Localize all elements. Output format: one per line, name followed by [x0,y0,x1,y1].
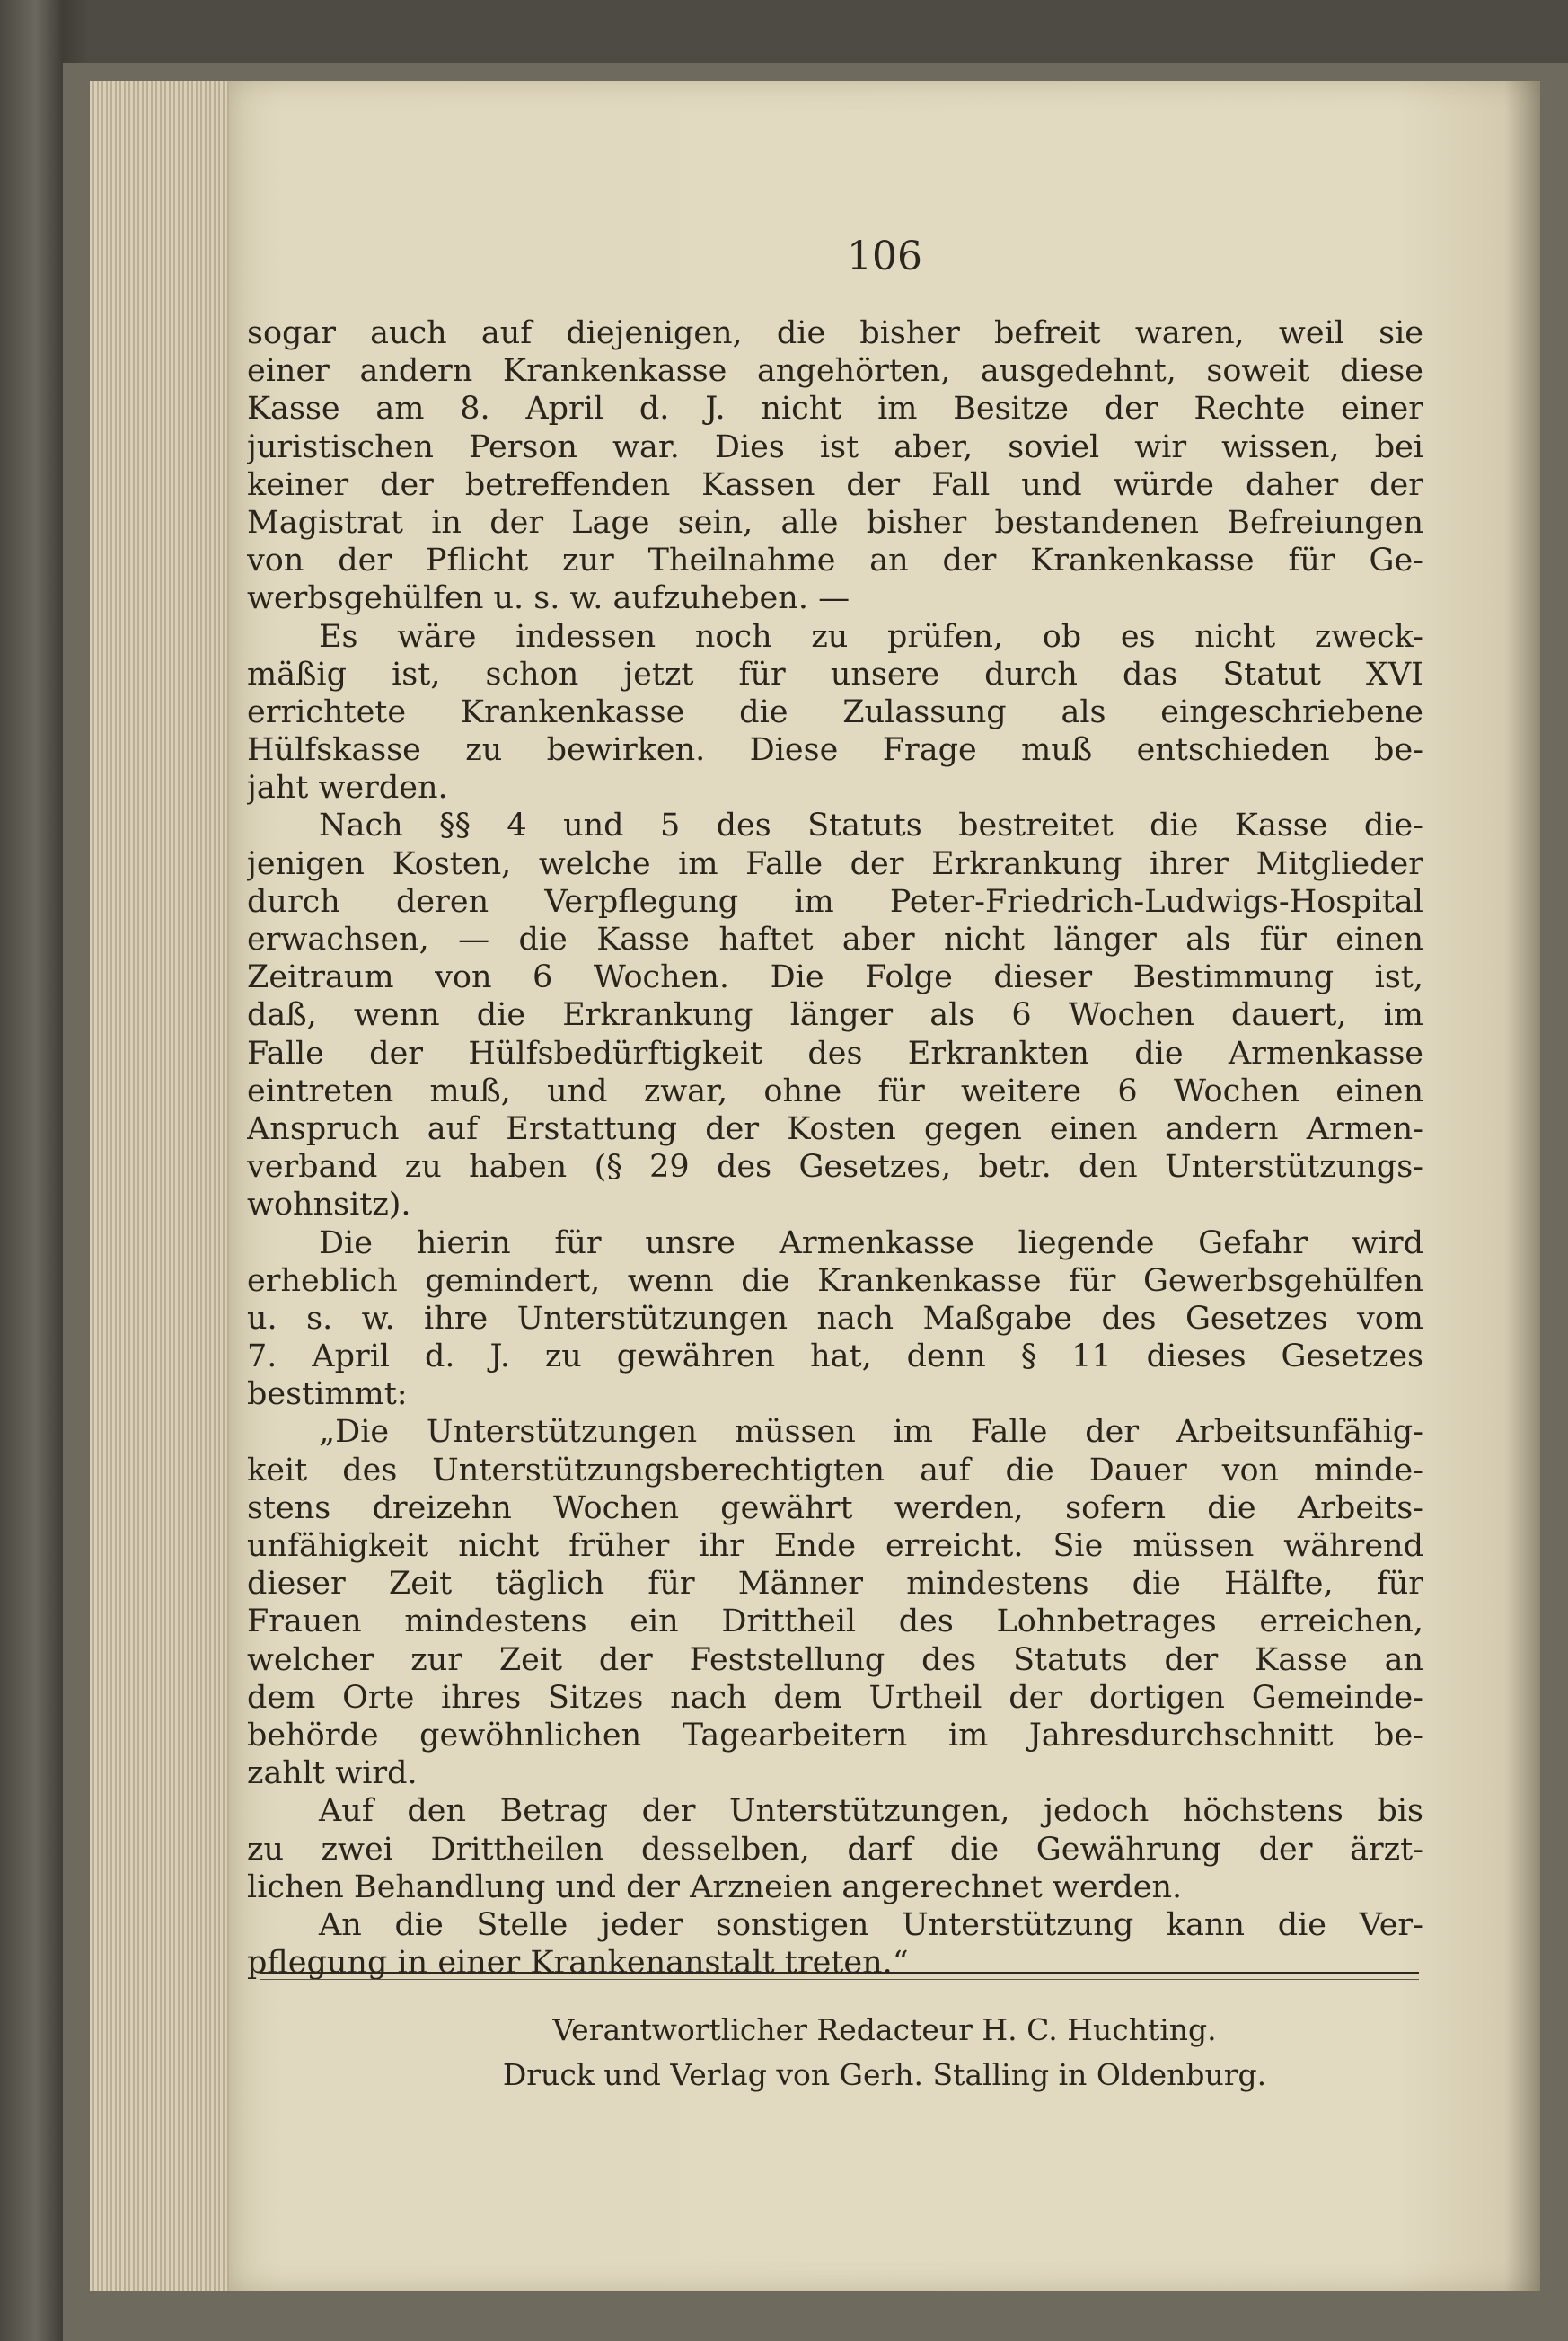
text-line: erheblich gemindert, wenn die Krankenkasse für Gewerbsgehülfen [247,1262,1423,1299]
text-line: von der Pflicht zur Theilnahme an der Krankenkasse für Ge- [247,543,1423,579]
text-line: juristischen Person war. Dies ist aber, soviel wir wissen, bei [247,428,1423,465]
text-line: keiner der betreffenden Kassen der Fall und würde daher der [247,466,1423,503]
text-line: durch deren Verpflegung im Peter-Friedrich-Ludwigs-Hospital [247,883,1423,920]
footer-editor: Verantwortlicher Redacteur H. C. Huchting. [552,2012,1217,2047]
text-line: u. s. w. ihre Unterstützungen nach Maßgabe des Gesetzes vom [247,1300,1423,1337]
text-line: welcher zur Zeit der Feststellung des Statuts der Kasse an [247,1641,1423,1678]
text-line: Falle der Hülfsbedürftigkeit des Erkrankten die Armenkasse [247,1035,1423,1072]
text-line: einer andern Krankenkasse angehörten, ausgedehnt, soweit diese [247,353,1423,390]
text-line: stens dreizehn Wochen gewährt werden, sofern die Arbeits- [247,1489,1423,1526]
text-line: Frauen mindestens ein Drittheil des Lohnbetrages erreichen, [247,1603,1423,1640]
text-line: sogar auch auf diejenigen, die bisher befreit waren, weil sie [247,315,1423,351]
text-line: An die Stelle jeder sonstigen Unterstützung kann die Ver- [319,1906,1423,1943]
text-line: jaht werden. [247,770,448,807]
text-line: Magistrat in der Lage sein, alle bisher bestandenen Befreiungen [247,504,1423,541]
footer-divider-thin [260,1979,1419,1980]
text-line: „Die Unterstützungen müssen im Falle der Arbeitsunfähig- [319,1414,1423,1451]
text-line: wohnsitz). [247,1187,411,1224]
text-line: verband zu haben (§ 29 des Gesetzes, betr. den Unterstützungs- [247,1149,1423,1186]
footer-divider-thick [260,1972,1419,1974]
text-line: Die hierin für unsre Armenkasse liegende Gefahr wird [319,1224,1423,1261]
spine-shadow [1504,81,1540,2291]
text-line: jenigen Kosten, welche im Falle der Erkrankung ihrer Mitglieder [247,845,1423,882]
page-number: 106 [847,234,922,279]
text-line: zu zwei Drittheilen desselben, darf die Gewährung der ärzt- [247,1831,1423,1868]
text-line: keit des Unterstützungsberechtigten auf die Dauer von minde- [247,1452,1423,1489]
text-line: Zeitraum von 6 Wochen. Die Folge dieser Bestimmung ist, [247,959,1423,996]
body-text [247,314,1423,1982]
text-line: unfähigkeit nicht früher ihr Ende erreicht. Sie müssen während [247,1528,1423,1564]
text-line: 7. April d. J. zu gewähren hat, denn § 11 dieses Gesetzes [247,1338,1423,1375]
text-line: Auf den Betrag der Unterstützungen, jedoch höchstens bis [319,1793,1423,1830]
text-line: Es wäre indessen noch zu prüfen, ob es nicht zweck- [319,618,1423,655]
text-line: pflegung in einer Krankenanstalt treten.“ [247,1945,909,1982]
text-line: werbsgehülfen u. s. w. aufzuheben. — [247,580,850,617]
text-line: bestimmt: [247,1376,408,1413]
text-line: Kasse am 8. April d. J. nicht im Besitze der Rechte einer [247,391,1423,428]
text-line: daß, wenn die Erkrankung länger als 6 Wochen dauert, im [247,997,1423,1034]
text-line: behörde gewöhnlichen Tagearbeitern im Jahresdurchschnitt be- [247,1717,1423,1754]
page-stack-edges [90,81,233,2291]
text-line: mäßig ist, schon jetzt für unsere durch das Statut XVI [247,656,1423,693]
text-line: errichtete Krankenkasse die Zulassung als eingeschriebene [247,693,1423,730]
text-line: Anspruch auf Erstattung der Kosten gegen einen andern Armen- [247,1110,1423,1147]
text-line: dem Orte ihres Sitzes nach dem Urtheil der dortigen Gemeinde- [247,1679,1423,1716]
text-line: Hülfskasse zu bewirken. Diese Frage muß entschieden be- [247,732,1423,769]
text-line: lichen Behandlung und der Arzneien angerechnet werden. [247,1868,1183,1905]
text-line: eintreten muß, und zwar, ohne für weitere 6 Wochen einen [247,1073,1423,1109]
text-line: erwachsen, — die Kasse haftet aber nicht länger als für einen [247,922,1423,958]
text-line: zahlt wird. [247,1755,418,1792]
footer-printer: Druck und Verlag von Gerh. Stalling in Oldenburg. [502,2057,1267,2092]
text-line: dieser Zeit täglich für Männer mindestens die Hälfte, für [247,1566,1423,1603]
text-line: Nach §§ 4 und 5 des Statuts bestreitet die Kasse die- [319,808,1423,844]
